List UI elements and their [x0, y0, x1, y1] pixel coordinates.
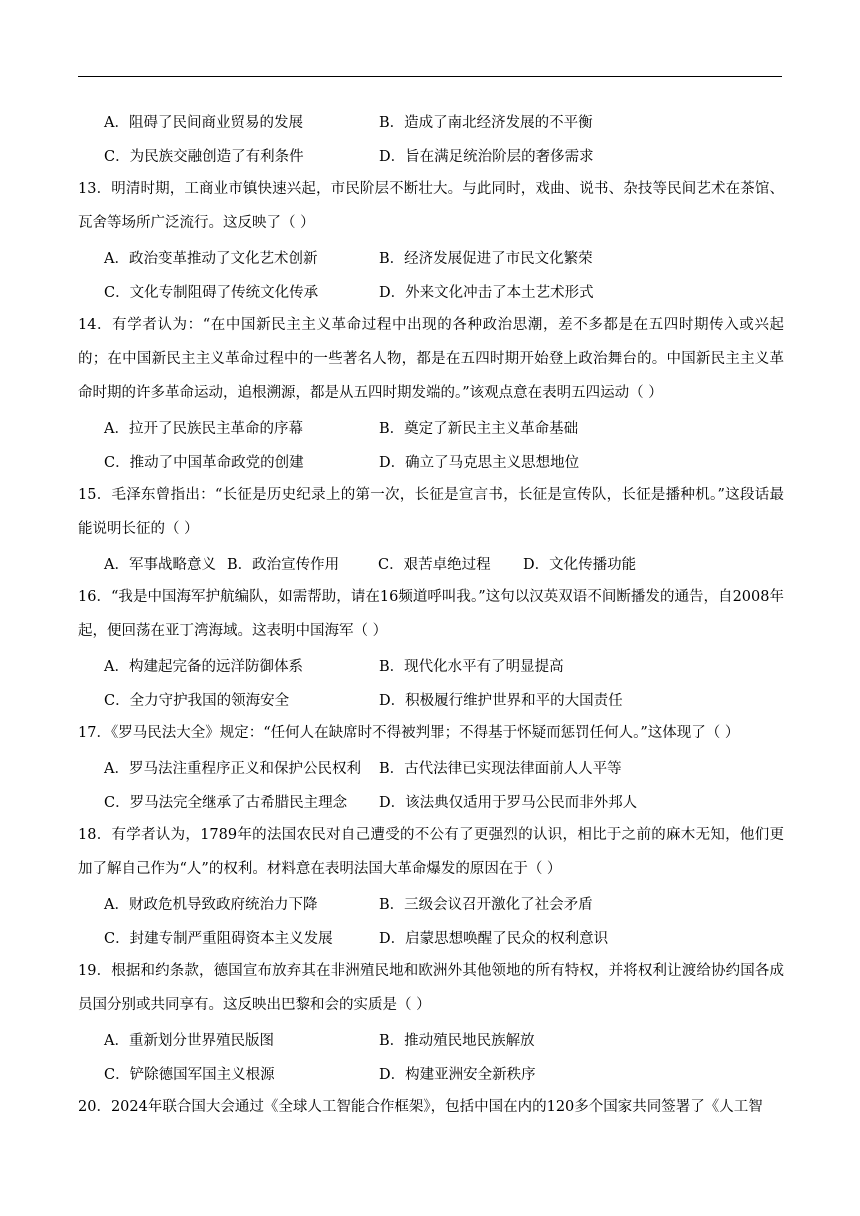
- option-d[interactable]: D．该法典仅适用于罗马公民而非外邦人: [379, 794, 638, 811]
- option-row: [78, 1022, 784, 1056]
- option-row: [78, 750, 784, 784]
- question-19-stem: 19．根据和约条款，德国宣布放弃其在非洲殖民地和欧洲外其他领地的所有特权，并将权利让渡给协约国各成员国分别或共同享有。这反映出巴黎和会的实质是（ ）: [78, 963, 784, 1013]
- question-13-stem: 13．明清时期，工商业市镇快速兴起，市民阶层不断壮大。与此同时，戏曲、说书、杂技等民间艺术在茶馆、瓦舍等场所广泛流行。这反映了（ ）: [78, 181, 784, 231]
- option-row: [78, 444, 784, 478]
- option-c[interactable]: C．封建专制严重阻碍资本主义发展: [104, 930, 333, 947]
- option-b[interactable]: B．推动殖民地民族解放: [379, 1032, 535, 1049]
- question-12-options: [78, 104, 784, 172]
- option-row: [78, 784, 784, 818]
- option-row: [78, 138, 784, 172]
- option-row: [78, 682, 784, 716]
- option-row: [78, 274, 784, 308]
- option-b[interactable]: B．经济发展促进了市民文化繁荣: [379, 250, 593, 267]
- option-b[interactable]: B．现代化水平有了明显提高: [379, 658, 564, 675]
- option-d[interactable]: D．积极履行维护世界和平的大国责任: [379, 692, 623, 709]
- option-c[interactable]: C．罗马法完全继承了古希腊民主理念: [104, 794, 348, 811]
- option-d[interactable]: D．旨在满足统治阶层的奢侈需求: [379, 148, 594, 165]
- option-row: [78, 104, 784, 138]
- option-c[interactable]: C．推动了中国革命政党的创建: [104, 454, 304, 471]
- option-c[interactable]: C．文化专制阻碍了传统文化传承: [104, 284, 319, 301]
- option-b[interactable]: B．造成了南北经济发展的不平衡: [379, 114, 593, 131]
- option-b[interactable]: B．政治宣传作用: [227, 556, 340, 573]
- question-16-stem: 16．“我是中国海军护航编队，如需帮助，请在16频道呼叫我。”这句以汉英双语不间断播发的通告，自2008年起，便回荡在亚丁湾海域。这表明中国海军（ ）: [78, 589, 784, 639]
- question-15: [78, 478, 784, 580]
- question-14: [78, 308, 784, 478]
- question-16: [78, 580, 784, 716]
- option-d[interactable]: D．确立了马克思主义思想地位: [379, 454, 580, 471]
- option-row: [78, 546, 784, 580]
- option-d[interactable]: D．构建亚洲安全新秩序: [379, 1066, 536, 1083]
- option-a[interactable]: A．罗马法注重程序正义和保护公民权利: [104, 760, 361, 777]
- option-b[interactable]: B．古代法律已实现法律面前人人平等: [379, 760, 622, 777]
- option-a[interactable]: A．重新划分世界殖民版图: [104, 1032, 274, 1049]
- option-a[interactable]: A．财政危机导致政府统治力下降: [104, 896, 318, 913]
- option-c[interactable]: C．艰苦卓绝过程: [378, 556, 491, 573]
- option-a[interactable]: A．政治变革推动了文化艺术创新: [104, 250, 318, 267]
- option-row: [78, 886, 784, 920]
- option-row: [78, 240, 784, 274]
- option-d[interactable]: D．启蒙思想唤醒了民众的权利意识: [379, 930, 609, 947]
- option-a[interactable]: A．阻碍了民间商业贸易的发展: [104, 114, 303, 131]
- option-b[interactable]: B．三级会议召开激化了社会矛盾: [379, 896, 593, 913]
- question-14-stem: 14．有学者认为：“在中国新民主主义革命过程中出现的各种政治思潮，差不多都是在五四时期传入或兴起的；在中国新民主主义革命过程中的一些著名人物，都是在五四时期开始登上政治舞台的。中国新民主主义革命时期的许多革命运动，追根溯源，都是从五四时期发端的。”该观点意在表明五四运动（ ）: [78, 317, 784, 401]
- option-row: [78, 1056, 784, 1090]
- option-c[interactable]: C．全力守护我国的领海安全: [104, 692, 290, 709]
- question-18: [78, 818, 784, 954]
- option-d[interactable]: D．外来文化冲击了本土艺术形式: [379, 284, 594, 301]
- question-17: [78, 716, 784, 818]
- option-row: [78, 410, 784, 444]
- question-13: [78, 172, 784, 308]
- question-19: [78, 954, 784, 1090]
- option-c[interactable]: C．为民族交融创造了有利条件: [104, 148, 304, 165]
- option-row: [78, 648, 784, 682]
- option-c[interactable]: C．铲除德国军国主义根源: [104, 1066, 275, 1083]
- option-b[interactable]: B．奠定了新民主主义革命基础: [379, 420, 579, 437]
- question-17-stem: 17．《罗马民法大全》规定：“任何人在缺席时不得被判罪；不得基于怀疑而惩罚任何人。”这体现了（ ）: [78, 725, 740, 741]
- question-20: [78, 1090, 784, 1124]
- header-rule: [78, 76, 782, 77]
- option-a[interactable]: A．拉开了民族民主革命的序幕: [104, 420, 303, 437]
- option-d[interactable]: D．文化传播功能: [523, 556, 637, 573]
- question-20-stem: 20．2024年联合国大会通过《全球人工智能合作框架》，包括中国在内的120多个国家共同签署了《人工智: [78, 1099, 763, 1115]
- option-a[interactable]: A．军事战略意义: [104, 556, 216, 573]
- option-row: [78, 920, 784, 954]
- question-18-stem: 18．有学者认为，1789年的法国农民对自己遭受的不公有了更强烈的认识，相比于之前的麻木无知，他们更加了解自己作为“人”的权利。材料意在表明法国大革命爆发的原因在于（ ）: [78, 827, 784, 877]
- option-a[interactable]: A．构建起完备的远洋防御体系: [104, 658, 303, 675]
- question-15-stem: 15．毛泽东曾指出：“长征是历史纪录上的第一次，长征是宣言书，长征是宣传队，长征是播种机。”这段话最能说明长征的（ ）: [78, 487, 784, 537]
- question-list: [78, 104, 784, 1124]
